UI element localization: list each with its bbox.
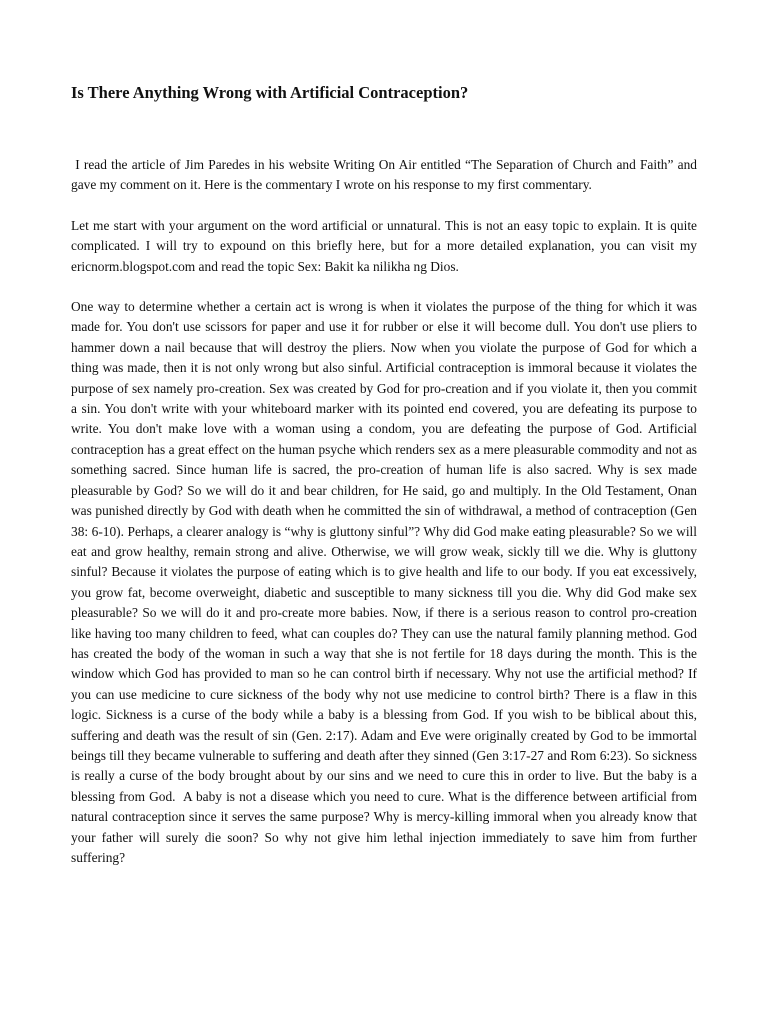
paragraph-purpose-argument: One way to determine whether a certain act is wrong is when it violates the purpose of the thing for which it was made for. You don't use scissors for paper and use it for rubber or else it will become dull. You don't use pliers to hammer down a nail because that will destroy the pliers. Now when you violate the purpose of God for which a thing was made, then it is not only wrong but also sinful. Artificial contraception is immoral because it violates the purpose of sex namely pro-creation. Sex was created by God for pro-creation and if you violate it, then you commit a sin. You don't write with your whiteboard marker with its pointed end covered, you are defeating its purpose to write. You don't make love with a woman using a condom, you are defeating the purpose of God. Artificial contraception has a great effect on the human psyche which renders sex as a mere pleasurable commodity and not as something sacred. Since human life is sacred, the pro-creation of human life is also sacred. Why is sex made pleasurable by God? So we will do it and bear children, for He said, go and multiply. In the Old Testament, Onan was punished directly by God with death when he committed the sin of withdrawal, a method of contraception (Gen 38: 6-10). Perhaps, a clearer analogy is “why is gluttony sinful”? Why did God make eating pleasurable? So we will eat and grow healthy, remain strong and alive. Otherwise, we will grow weak, sickly till we die. Why is gluttony sinful? Because it violates the purpose of eating which is to give health and life to our body. If you eat excessively, you grow fat, become overweight, diabetic and susceptible to many sickness till you die. Why did God make sex pleasurable? So we will do it and pro-create more babies. Now, if there is a serious reason to control pro-creation like having too many children to feed, what can couples do? They can use the natural family planning method. God has created the body of the woman in such a way that she is not fertile for 18 days during the month. This is the window which God has provided to man so he can control birth if necessary. Why not use the artificial method? If you can use medicine to cure sickness of the body why not use medicine to control birth? There is a flaw in this logic. Sickness is a curse of the body while a baby is a blessing from God. If you wish to be biblical about this, suffering and death was the result of sin (Gen. 2:17). Adam and Eve were originally created by God to be immortal beings till they became vulnerable to suffering and death after they sinned (Gen 3:17-27 and Rom 6:23). So sickness is really a curse of the body brought about by our sins and we need to cure this in order to live. But the baby is a blessing from God. A baby is not a disease which you need to cure. What is the difference between artificial from natural contraception since it serves the same purpose? Why is mercy-killing immoral when you already know that your father will surely die soon? So why not give him lethal injection immediately to save him from further suffering?: [71, 299, 701, 865]
paragraph-artificial-argument: Let me start with your argument on the word artificial or unnatural. This is not an easy topic to explain. It is quite complicated. I will try to expound on this briefly here, but for a more detailed explanation, you can visit my ericnorm.blogspot.com and read the topic Sex: Bakit ka nilikha ng Dios.: [71, 217, 701, 274]
paragraph-intro: I read the article of Jim Paredes in his website Writing On Air entitled “The Separation of Church and Faith” and gave my comment on it. Here is the commentary I wrote on his response to my first commentary.: [71, 157, 701, 193]
document-page: [71, 78, 701, 888]
document-title: Is There Anything Wrong with Artificial Contraception?: [71, 83, 469, 102]
